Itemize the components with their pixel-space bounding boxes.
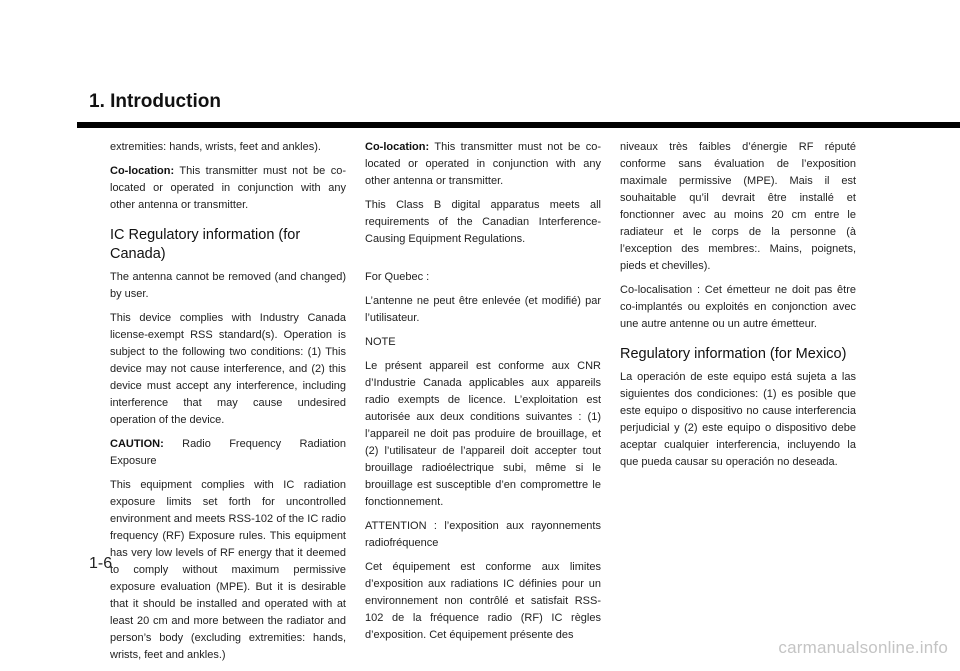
- chapter-title: 1. Introduction: [89, 91, 221, 112]
- paragraph-niveaux: niveaux très faibles d’énergie RF réputé conforme sans évaluation de l’exposition maximale permissive (MPE). Mais il est souhaitable qu’il devrait être installé et fonctionner avec au moins 20 cm entre le radiateur et le corps de la personne (à l’exception des membres:. Mains, poignets, pieds et chevilles).: [620, 141, 856, 272]
- paragraph-co-location-2: [365, 139, 601, 190]
- paragraph-for-quebec: For Quebec :: [365, 271, 430, 283]
- heading-mexico-regulatory: Regulatory information (for Mexico): [620, 346, 847, 362]
- page-number: 1-6: [89, 555, 113, 572]
- spacer: [365, 255, 601, 269]
- paragraph-co-location: [110, 163, 346, 214]
- paragraph-cnr: Le présent appareil est conforme aux CNR d’Industrie Canada applicables aux appareils radio exempts de licence. L’exploitation est autorisée aux deux conditions suivantes : (1) l’appareil ne doit pas produire de brouillage, et (2) l’utilisateur de l’appareil doit accepter tout brouillage radioélectrique subi, même si le brouillage est susceptible d’en compromettre le fonctionnement.: [365, 360, 601, 508]
- paragraph-class-b: This Class B digital apparatus meets all requirements of the Canadian Interference-Causing Equipment Regulations.: [365, 199, 601, 245]
- co-location-label-2: Co-location:: [365, 141, 430, 153]
- paragraph-operacion: La operación de este equipo está sujeta a las siguientes dos condiciones: (1) es posible que este equipo o dispositivo no cause interferencia perjudicial y (2) este equipo o dispositivo debe aceptar cualquier interferencia, incluyendo la que pueda causar su operación no deseada.: [620, 371, 856, 468]
- paragraph-exposition-fr: Cet équipement est conforme aux limites d’exposition aux radiations IC définies pour un environnement non contrôlé et satisfait RSS-102 de la fréquence radio (RF) IC règles d’exposition. Cet équipement présente des: [365, 561, 601, 641]
- text-column-3: [620, 139, 856, 478]
- paragraph-caution: [110, 436, 346, 470]
- paragraph-co-localisation: Co-localisation : Cet émetteur ne doit pas être co-implantés ou exploités en conjonction avec une autre antenne ou un autre émetteur.: [620, 284, 856, 330]
- paragraph-extremities: extremities: hands, wrists, feet and ankles).: [110, 141, 321, 153]
- paragraph-note: NOTE: [365, 336, 396, 348]
- paragraph-industry-canada: This device complies with Industry Canada license-exempt RSS standard(s). Operation is subject to the following two conditions: (1) This device may not cause interference, and (2) this device must accept any interference, including interference that may cause undesired operation of the device.: [110, 312, 346, 426]
- paragraph-antenna: The antenna cannot be removed (and changed) by user.: [110, 271, 346, 300]
- paragraph-antenne: L’antenne ne peut être enlevée (et modifié) par l’utilisateur.: [365, 295, 601, 324]
- heading-canada-regulatory: IC Regulatory information (for Canada): [110, 227, 301, 262]
- paragraph-ic-exposure: This equipment complies with IC radiation exposure limits set forth for uncontrolled environment and meets RSS-102 of the IC radio frequency (RF) Exposure rules. This equipment has very low levels of RF energy that it deemed to comply without maximum permissive exposure evaluation (MPE). But it is desirable that it should be installed and operated with at least 20 cm and more between the radiator and person’s body (excluding extremities: hands, wrists, feet and ankles.): [110, 479, 346, 661]
- caution-text: Radio Frequency Radiation Exposure: [110, 438, 346, 467]
- text-column-2: [365, 139, 601, 651]
- caution-label: CAUTION:: [110, 438, 164, 450]
- watermark: carmanualsonline.info: [778, 638, 948, 657]
- text-column-1: [110, 139, 346, 671]
- co-location-text-2: This transmitter must not be co-located or operated in conjunction with any other antenna or transmitter.: [365, 141, 601, 187]
- co-location-label: Co-location:: [110, 165, 175, 177]
- paragraph-attention: ATTENTION : l’exposition aux rayonnements radiofréquence: [365, 520, 601, 549]
- header-rule: [77, 122, 960, 128]
- co-location-text: This transmitter must not be co-located or operated in conjunction with any other antenna or transmitter.: [110, 165, 346, 211]
